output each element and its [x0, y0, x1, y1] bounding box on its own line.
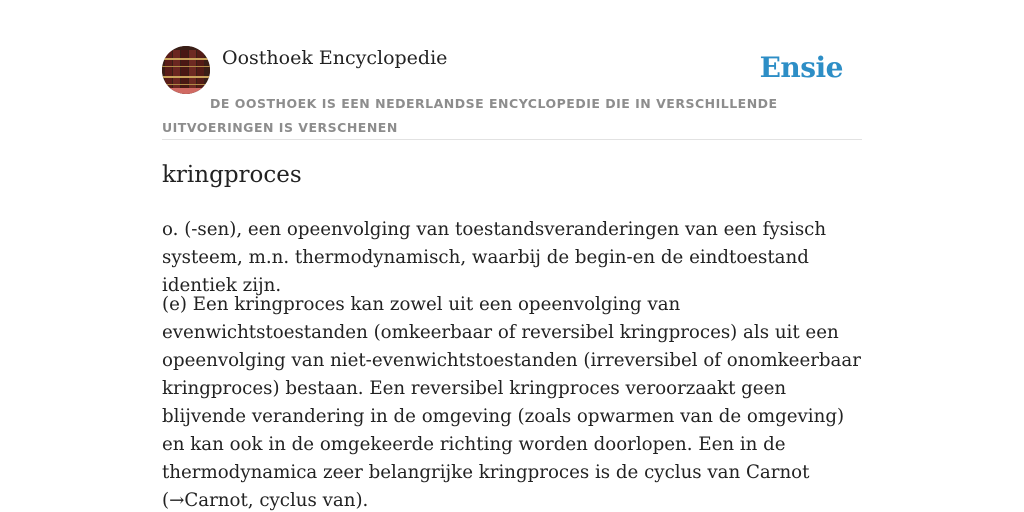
entry-explanation: (e) Een kringproces kan zowel uit een opeenvolging van evenwichtstoestanden (omkeerbaar of reversibel kringproces) als uit een opeenvolging van niet-evenwichtstoestanden (irreversibel of onomkeerbaar kringproces) bestaan. Een reversibel kringproces veroorzaakt geen blijvende verandering in de omgeving (zoals opwarmen van de omgeving) en kan ook in de omgekeerde richting worden doorlopen. Een in de thermodynamica zeer belangrijke kringproces is de cyclus van Carnot (→Carnot, cyclus van).: [162, 294, 861, 511]
source-avatar[interactable]: [162, 46, 210, 94]
header-divider: [162, 139, 862, 140]
source-header: [162, 46, 862, 140]
source-title[interactable]: Oosthoek Encyclopedie: [222, 47, 448, 69]
ensie-logo-link[interactable]: Ensie: [759, 51, 843, 84]
entry-title: kringproces: [162, 162, 302, 188]
source-description: DE OOSTHOEK IS EEN NEDERLANDSE ENCYCLOPEDIE DIE IN VERSCHILLENDE UITVOERINGEN IS VERSCHENEN: [162, 96, 778, 135]
encyclopedia-books-icon: [162, 46, 210, 94]
entry-definition: o. (-sen), een opeenvolging van toestandsveranderingen van een fysisch systeem, m.n. thermodynamisch, waarbij de begin-en de eindtoestand identiek zijn.: [162, 219, 827, 296]
